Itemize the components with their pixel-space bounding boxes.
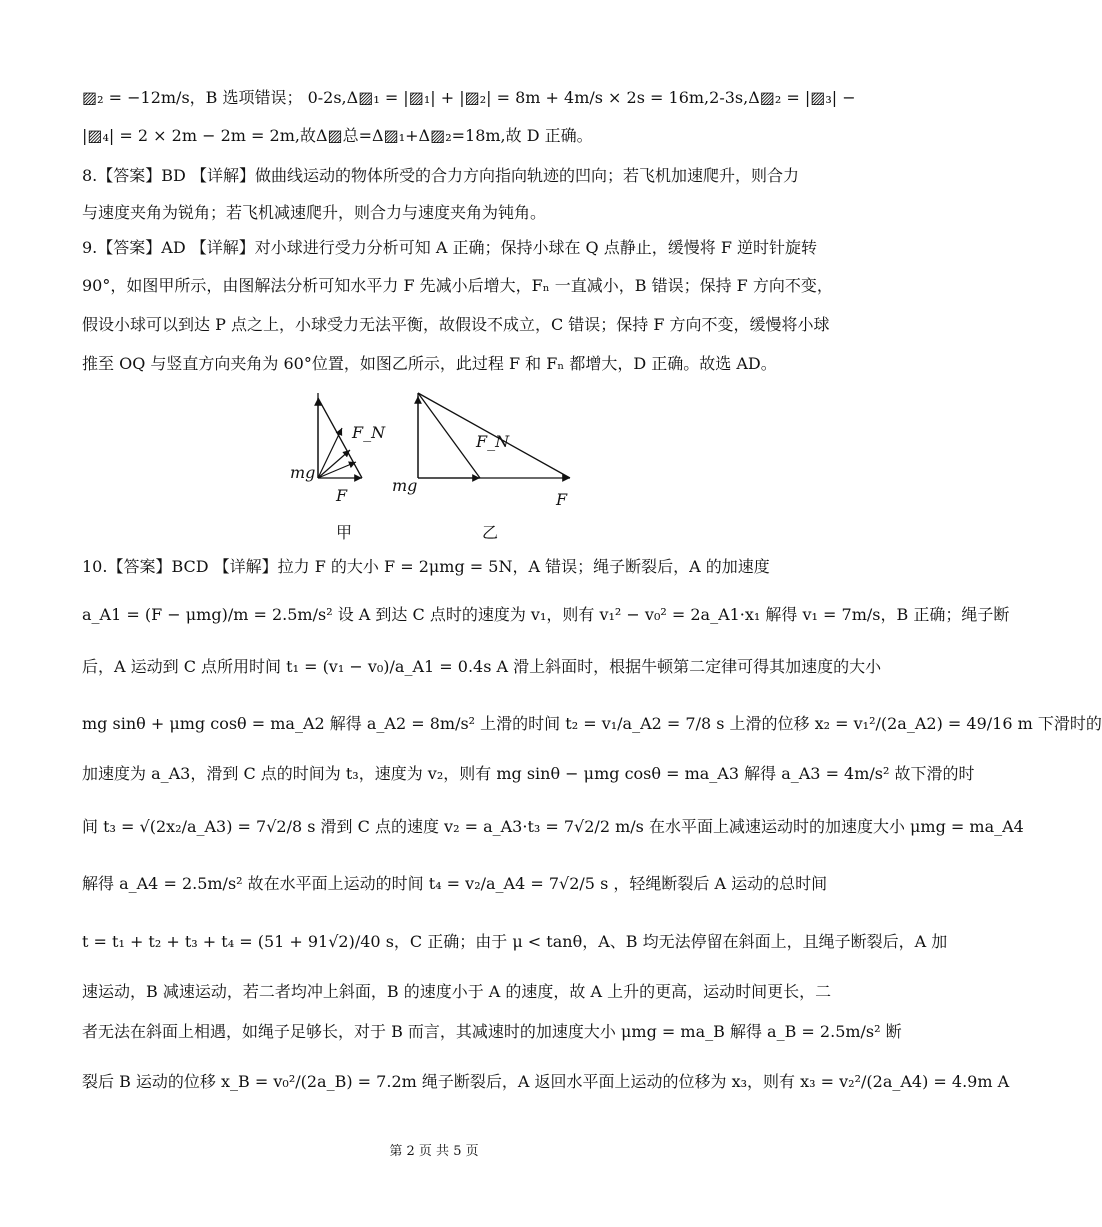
text-line-11: 后，A 运动到 C 点所用时间 t₁ = (v₁ − v₀)/a_A1 = 0.4s A 滑上斜面时，根据牛顿第二定律可得其加速度的大小 [82, 657, 882, 676]
text-line-4: 与速度夹角为锐角；若飞机减速爬升，则合力与速度夹角为钝角。 [82, 203, 547, 222]
mg-label-jia: mg [290, 463, 316, 482]
text-line-3: 8.【答案】BD 【详解】做曲线运动的物体所受的合力方向指向轨迹的凹向；若飞机加速爬升，则合力 [82, 166, 799, 185]
text-line-19: 裂后 B 运动的位移 x_B = v₀²/(2a_B) = 7.2m 绳子断裂后，A 返回水平面上运动的位移为 x₃，则有 x₃ = v₂²/(2a_A4) = 4.9m A [82, 1072, 1010, 1091]
text-line-14: 间 t₃ = √(2x₂/a_A3) = 7√2/8 s 滑到 C 点的速度 v₂ = a_A3·t₃ = 7√2/2 m/s 在水平面上减速运动时的加速度大小 μmg = ma_A4 [82, 817, 1024, 836]
text-line-1: ▨₂ = −12m/s，B 选项错误； 0-2s,Δ▨₁ = |▨₁| + |▨₂| = 8m + 4m/s × 2s = 16m,2-3s,Δ▨₂ = |▨₃| − [82, 88, 856, 107]
fn-label-yi: F_N [476, 432, 510, 451]
text-line-2: |▨₄| = 2 × 2m − 2m = 2m,故Δ▨总=Δ▨₁+Δ▨₂=18m,故 D 正确。 [82, 126, 593, 145]
text-line-7: 假设小球可以到达 P 点之上，小球受力无法平衡，故假设不成立，C 错误；保持 F 方向不变，缓慢将小球 [82, 315, 830, 334]
caption-jia: 甲 [336, 523, 353, 542]
text-line-8: 推至 OQ 与竖直方向夹角为 60°位置，如图乙所示，此过程 F 和 Fₙ 都增大，D 正确。故选 AD。 [82, 354, 777, 373]
text-line-9: 10.【答案】BCD 【详解】拉力 F 的大小 F = 2μmg = 5N，A 错误；绳子断裂后，A 的加速度 [82, 557, 770, 576]
text-line-18: 者无法在斜面上相遇，如绳子足够长，对于 B 而言，其减速时的加速度大小 μmg = ma_B 解得 a_B = 2.5m/s² 断 [82, 1022, 902, 1041]
text-line-12: mg sinθ + μmg cosθ = ma_A2 解得 a_A2 = 8m/s² 上滑的时间 t₂ = v₁/a_A2 = 7/8 s 上滑的位移 x₂ = v₁²/(2a_A2) = 49/16 m 下滑时的 [82, 714, 1102, 733]
text-line-15: 解得 a_A4 = 2.5m/s² 故在水平面上运动的时间 t₄ = v₂/a_A4 = 7√2/5 s ，轻绳断裂后 A 运动的总时间 [82, 874, 828, 893]
text-line-13: 加速度为 a_A3，滑到 C 点的时间为 t₃，速度为 v₂，则有 mg sinθ − μmg cosθ = ma_A3 解得 a_A3 = 4m/s² 故下滑的时 [82, 764, 975, 783]
text-line-16: t = t₁ + t₂ + t₃ + t₄ = (51 + 91√2)/40 s，C 正确；由于 μ < tanθ，A、B 均无法停留在斜面上，且绳子断裂后，A 加 [82, 932, 948, 951]
caption-yi: 乙 [482, 523, 499, 542]
mg-label-yi: mg [392, 476, 418, 495]
page-footer: 第 2 页 共 5 页 [389, 1144, 479, 1159]
text-line-6: 90°，如图甲所示，由图解法分析可知水平力 F 先减小后增大，Fₙ 一直减小，B 错误；保持 F 方向不变， [82, 276, 833, 295]
f-label-jia: F [336, 486, 348, 505]
text-line-10: a_A1 = (F − μmg)/m = 2.5m/s² 设 A 到达 C 点时的速度为 v₁，则有 v₁² − v₀² = 2a_A1·x₁ 解得 v₁ = 7m/s，B 正确；绳子断 [82, 605, 1010, 624]
force-diagram-figure [280, 388, 600, 548]
text-line-5: 9.【答案】AD 【详解】对小球进行受力分析可知 A 正确；保持小球在 Q 点静止，缓慢将 F 逆时针旋转 [82, 238, 818, 257]
text-line-17: 速运动，B 减速运动，若二者均冲上斜面，B 的速度小于 A 的速度，故 A 上升的更高，运动时间更长，二 [82, 982, 832, 1001]
fn-label-jia: F_N [352, 423, 386, 442]
f-label-yi: F [556, 490, 568, 509]
